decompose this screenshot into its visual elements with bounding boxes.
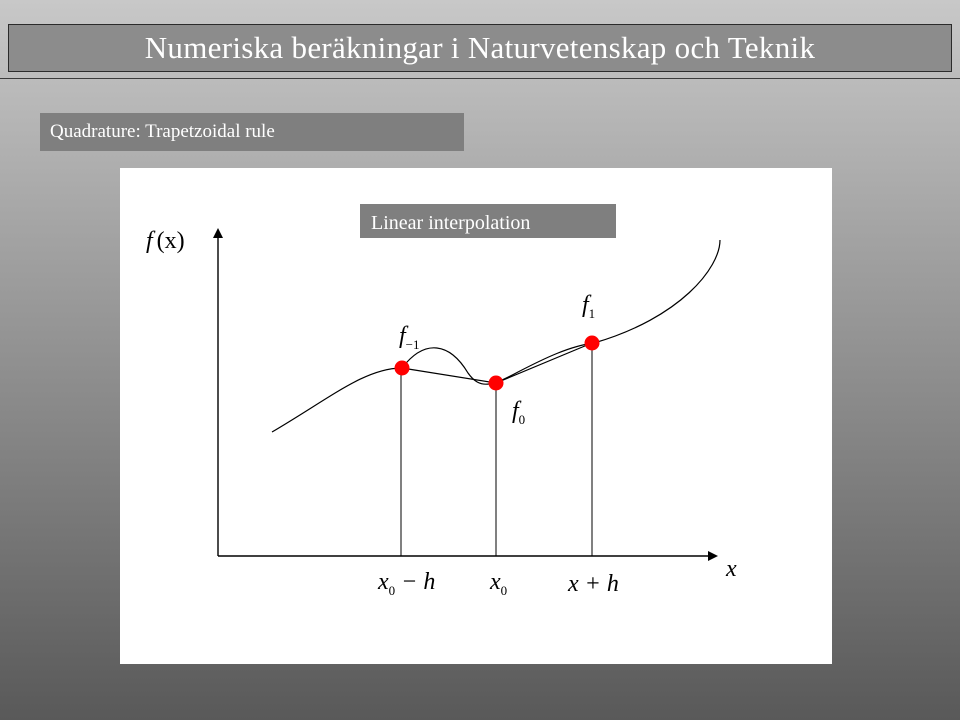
slide-title: Numeriska beräkningar i Naturvetenskap och Teknik	[144, 30, 816, 65]
label-f0: $f_0$	[512, 398, 526, 427]
x-axis-label: x	[726, 556, 737, 582]
section-heading-text: Quadrature: Trapetzoidal rule	[50, 121, 275, 142]
diagram-canvas	[120, 168, 832, 664]
point-f1	[585, 336, 600, 351]
point-f0	[489, 376, 504, 391]
section-heading	[40, 113, 464, 151]
tick-label-x-plus-h: x + h	[568, 571, 619, 597]
label-f-minus1: $f_{-1}$	[399, 323, 420, 352]
diagram-panel	[120, 168, 832, 664]
tick-label-x0-minus-h: $x_0 - h$	[378, 569, 436, 598]
title-divider	[0, 78, 960, 79]
interpolation-label: Linear interpolation	[371, 212, 531, 234]
slide-title-bar	[8, 24, 952, 72]
y-axis-label: f (x)	[146, 228, 185, 254]
label-f1: $f_1$	[582, 292, 596, 321]
point-f-minus1	[395, 361, 410, 376]
tick-label-x0: $x_0$	[490, 569, 508, 598]
